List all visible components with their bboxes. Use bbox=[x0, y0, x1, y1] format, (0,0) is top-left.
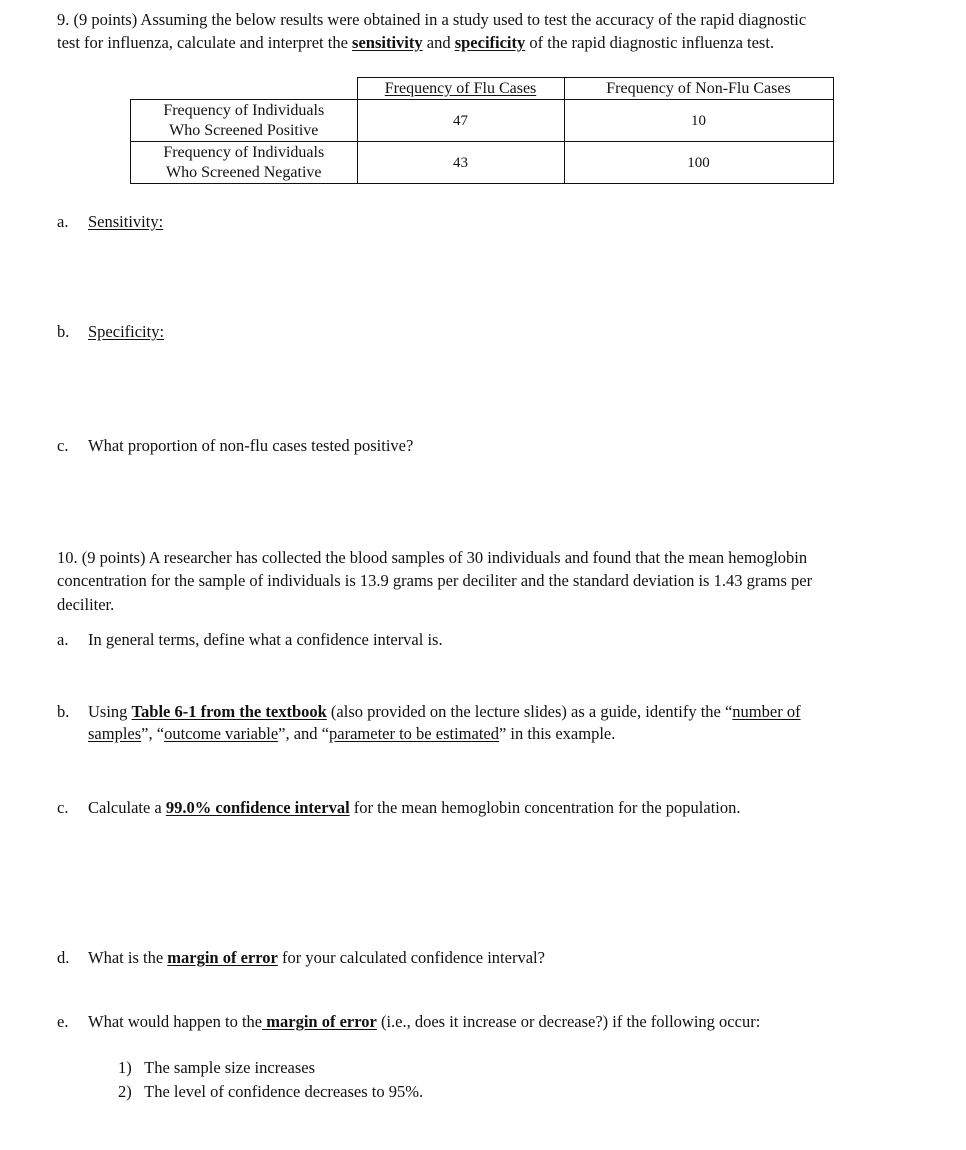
table-header-nonflu: Frequency of Non-Flu Cases bbox=[564, 78, 833, 100]
table-header-flu: Frequency of Flu Cases bbox=[357, 78, 564, 100]
q9-line1: 9. (9 points) Assuming the below results were obtained in a study used to test the accuracy of the rapid diagnostic bbox=[57, 10, 807, 29]
cell-nonflu-negative: 100 bbox=[564, 142, 833, 184]
q10-c-text: Calculate a 99.0% confidence interval for the mean hemoglobin concentration for the population. bbox=[88, 798, 741, 817]
q10-c-label: c. bbox=[57, 798, 69, 817]
q10-a-text: In general terms, define what a confidence interval is. bbox=[88, 630, 443, 649]
q9-line2-pre: test for influenza, calculate and interpret the bbox=[57, 33, 353, 52]
q10-line2: concentration for the sample of individuals is 13.9 grams per deciliter and the standard deviation is 1.43 grams per bbox=[57, 571, 813, 590]
q10-line3: deciliter. bbox=[57, 595, 115, 614]
q9-a-label: a. bbox=[57, 212, 69, 231]
q9-c-label: c. bbox=[57, 436, 69, 455]
row-label: Frequency of Individuals Who Screened Positive bbox=[131, 100, 358, 142]
row-label: Frequency of Individuals Who Screened Negative bbox=[131, 142, 358, 184]
q10-b-label: b. bbox=[57, 702, 70, 721]
q9-line2 bbox=[57, 33, 774, 53]
q10-b-line1: Using Table 6-1 from the textbook (also provided on the lecture slides) as a guide, identify the “number of bbox=[88, 702, 801, 721]
q9-a-text: Sensitivity: bbox=[88, 212, 164, 231]
table-corner bbox=[131, 78, 358, 100]
q10-e-text: What would happen to the margin of error (i.e., does it increase or decrease?) if the following occur: bbox=[88, 1012, 761, 1031]
q10-d-text: What is the margin of error for your calculated confidence interval? bbox=[88, 948, 545, 967]
cell-flu-negative: 43 bbox=[357, 142, 564, 184]
q10-e-label: e. bbox=[57, 1012, 69, 1031]
q10-b-line2: samples”, “outcome variable”, and “parameter to be estimated” in this example. bbox=[88, 724, 616, 743]
q10-d-label: d. bbox=[57, 948, 70, 967]
list-item: 1) The sample size increases bbox=[118, 1058, 316, 1077]
q9-b-text: Specificity: bbox=[88, 322, 165, 341]
cell-flu-positive: 47 bbox=[357, 100, 564, 142]
q9-specificity-term: specificity bbox=[454, 33, 526, 52]
margin-of-error-term: margin of error bbox=[167, 948, 278, 967]
list-item: 2) The level of confidence decreases to 95%. bbox=[118, 1082, 424, 1101]
confidence-interval-term: 99.0% confidence interval bbox=[165, 798, 350, 817]
table-reference: Table 6-1 from the textbook bbox=[131, 702, 327, 721]
q9-b-label: b. bbox=[57, 322, 70, 341]
table-row bbox=[131, 142, 834, 184]
q9-line2-and: and bbox=[422, 33, 455, 52]
margin-of-error-term: margin of error bbox=[262, 1012, 377, 1031]
q10-line1: 10. (9 points) A researcher has collected the blood samples of 30 individuals and found that the mean hemoglobin bbox=[57, 548, 808, 567]
q9-c-text: What proportion of non-flu cases tested positive? bbox=[88, 436, 414, 455]
table-row bbox=[131, 100, 834, 142]
cell-nonflu-positive: 10 bbox=[564, 100, 833, 142]
q9-line2-post: of the rapid diagnostic influenza test. bbox=[525, 33, 775, 52]
q9-sensitivity-term: sensitivity bbox=[352, 33, 423, 52]
q10-a-label: a. bbox=[57, 630, 69, 649]
flu-results-table bbox=[130, 77, 834, 184]
